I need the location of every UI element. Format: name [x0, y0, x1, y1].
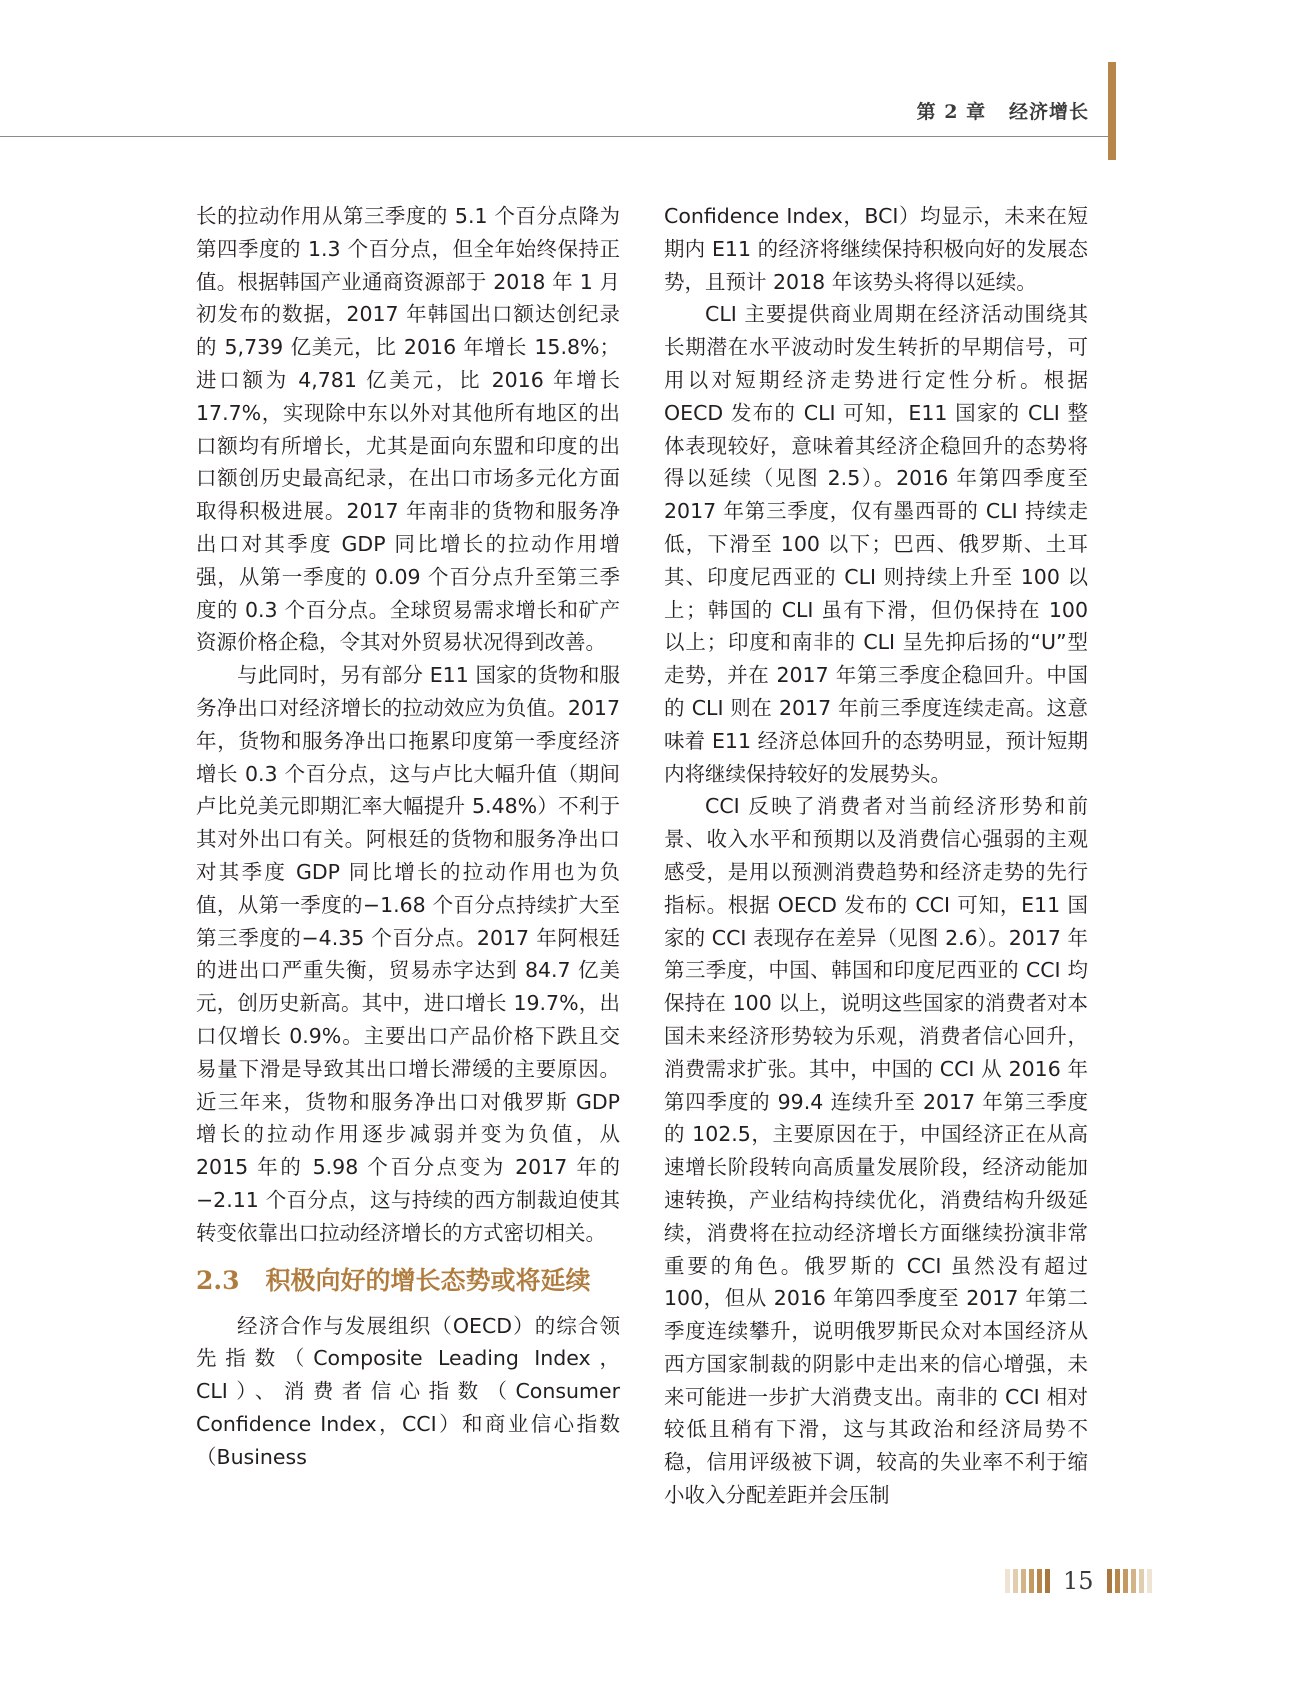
chapter-suffix: 章 [966, 101, 987, 123]
right-paragraph-1: Confidence Index，BCI）均显示，未来在短期内 E11 的经济将继续保持积极向好的发展态势，且预计 2018 年该势头将得以延续。 [664, 204, 1088, 294]
chapter-title: 经济增长 [1008, 101, 1089, 123]
section-heading [196, 1262, 620, 1300]
section-title: 积极向好的增长态势或将延续 [265, 1265, 591, 1295]
footer-stripes-left [1005, 1569, 1050, 1593]
section-number: 2.3 [196, 1265, 240, 1295]
footer-stripes-right [1107, 1569, 1152, 1593]
right-paragraph-2: CLI 主要提供商业周期在经济活动围绕其长期潜在水平波动时发生转折的早期信号，可用以对短期经济走势进行定性分析。根据 OECD 发布的 CLI 可知，E11 国家的 CLI 整体表现较好，意味着其经济企稳回升的态势将得以延续（见图 2.5）。2016 年第四季度至 2017 年第三季度，仅有墨西哥的 CLI 持续走低，下滑至 100 以下；巴西、俄罗斯、土耳其、印度尼西亚的 CLI 则持续上升至 100 以上；韩国的 CLI 虽有下滑，但仍保持在 100 以上；印度和南非的 CLI 呈先抑后扬的“U”型走势，并在 2017 年第三季度企稳回升。中国的 CLI 则在 2017 年前三季度连续走高。这意味着 E11 经济总体回升的态势明显，预计短期内将继续保持较好的发展势头。 [664, 302, 1088, 786]
running-header [917, 97, 1089, 124]
left-paragraph-1: 长的拉动作用从第三季度的 5.1 个百分点降为第四季度的 1.3 个百分点，但全年始终保持正值。根据韩国产业通商资源部于 2018 年 1 月初发布的数据，2017 年韩国出口额达创纪录的 5,739 亿美元，比 2016 年增长 15.8%；进口额为 4,781 亿美元，比 2016 年增长 17.7%，实现除中东以外对其他所有地区的出口额均有所增长，尤其是面向东盟和印度的出口额创历史最高纪录，在出口市场多元化方面取得积极进展。2017 年南非的货物和服务净出口对其季度 GDP 同比增长的拉动作用增强，从第一季度的 0.09 个百分点升至第三季度的 0.3 个百分点。全球贸易需求增长和矿产资源价格企稳，令其对外贸易状况得到改善。 [196, 204, 620, 655]
chapter-label: 第 [916, 101, 937, 123]
left-column [196, 200, 620, 1473]
page-number: 15 [1063, 1567, 1094, 1595]
header-accent-bar [1108, 62, 1116, 160]
left-paragraph-2: 与此同时，另有部分 E11 国家的货物和服务净出口对经济增长的拉动效应为负值。2017 年，货物和服务净出口拖累印度第一季度经济增长 0.3 个百分点，这与卢比大幅升值（期间卢比兑美元即期汇率大幅提升 5.48%）不利于其对外出口有关。阿根廷的货物和服务净出口对其季度 GDP 同比增长的拉动作用也为负值，从第一季度的−1.68 个百分点持续扩大至第三季度的−4.35 个百分点。2017 年阿根廷的进出口严重失衡，贸易赤字达到 84.7 亿美元，创历史新高。其中，进口增长 19.7%，出口仅增长 0.9%。主要出口产品价格下跌且交易量下滑是导致其出口增长滞缓的主要原因。近三年来，货物和服务净出口对俄罗斯 GDP 增长的拉动作用逐步减弱并变为负值，从 2015 年的 5.98 个百分点变为 2017 年的−2.11 个百分点，这与持续的西方制裁迫使其转变依靠出口拉动经济增长的方式密切相关。 [196, 663, 620, 1245]
chapter-number: 2 [944, 101, 959, 123]
page-footer [1005, 1567, 1152, 1595]
header-rule [0, 136, 1108, 137]
right-column [664, 200, 1088, 1512]
right-paragraph-3: CCI 反映了消费者对当前经济形势和前景、收入水平和预期以及消费信心强弱的主观感受，是用以预测消费趋势和经济走势的先行指标。根据 OECD 发布的 CCI 可知，E11 国家的 CCI 表现存在差异（见图 2.6）。2017 年第三季度，中国、韩国和印度尼西亚的 CCI 均保持在 100 以上，说明这些国家的消费者对本国未来经济形势较为乐观，消费者信心回升，消费需求扩张。其中，中国的 CCI 从 2016 年第四季度的 99.4 连续升至 2017 年第三季度的 102.5，主要原因在于，中国经济正在从高速增长阶段转向高质量发展阶段，经济动能加速转换，产业结构持续优化，消费结构升级延续，消费将在拉动经济增长方面继续扮演非常重要的角色。俄罗斯的 CCI 虽然没有超过 100，但从 2016 年第四季度至 2017 年第二季度连续攀升，说明俄罗斯民众对本国经济从西方国家制裁的阴影中走出来的信心增强，未来可能进一步扩大消费支出。南非的 CCI 相对较低且稍有下滑，这与其政治和经济局势不稳，信用评级被下调，较高的失业率不利于缩小收入分配差距并会压制 [664, 794, 1088, 1508]
left-paragraph-3: 经济合作与发展组织（OECD）的综合领先指数（Composite Leading Index，CLI）、消费者信心指数（Consumer Confidence Index，CCI）和商业信心指数（Business [196, 1313, 620, 1469]
